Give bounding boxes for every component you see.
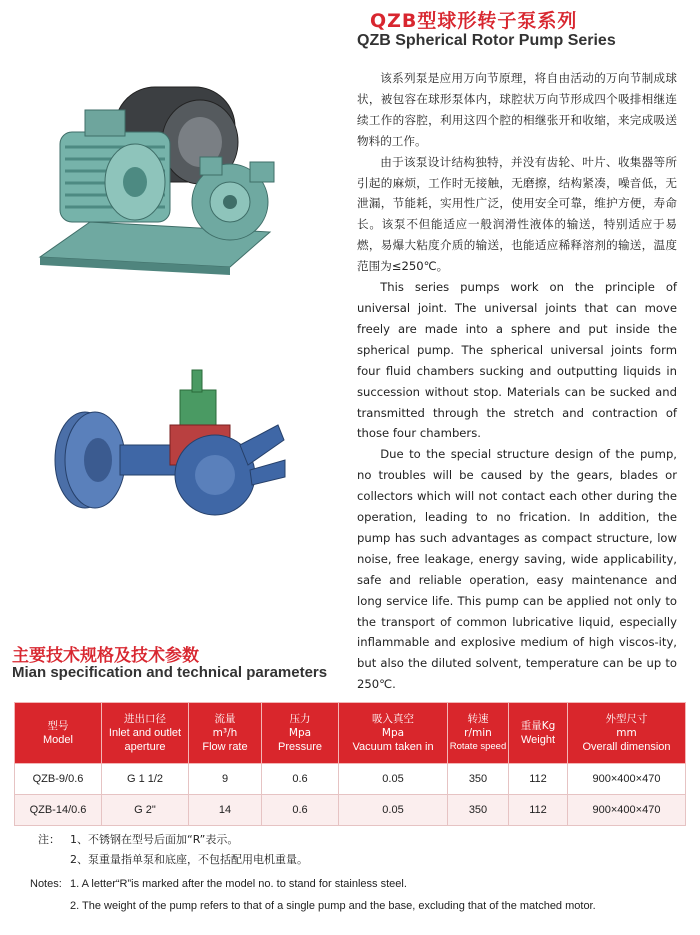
header-model: 型号 Model: [15, 703, 102, 764]
header-rotate-speed: 转速 r/min Rotate speed: [448, 703, 509, 764]
page-title-en: QZB Spherical Rotor Pump Series: [357, 32, 616, 49]
cell-overall-dimension: 900×400×470: [568, 795, 686, 826]
header-flow-rate: 流量 m³/h Flow rate: [189, 703, 262, 764]
description-cn-paragraph-1: 该系列泵是应用万向节原理，将自由活动的万向节制成球状，被包容在球形泵体内，球腔状万向节形成四个吸排相继连续工作的容腔，利用这四个腔的相继张开和收缩，来完成吸送物料的工作。: [357, 71, 677, 148]
spec-table: [14, 702, 686, 826]
description-cn-paragraph-2: 由于该泵设计结构独特，并没有齿轮、叶片、收集器等所引起的麻烦，工作时无接触，无磨擦，结构紧凑，噪音低，无泄漏，节能耗，实用性广泛，使用安全可靠，维护方便，寿命长。该泵不但能适应一般润滑性液体的输送，特别适应于易燃，易爆大粘度介质的输送，也能适应稀释溶剂的输送，温度范围为≤250℃。: [357, 154, 677, 274]
notes-en-label: Notes:: [30, 878, 62, 890]
section-title-cn: 主要技术规格及技术参数: [12, 646, 199, 666]
cell-flow-rate: 9: [189, 764, 262, 795]
cell-vacuum: 0.05: [339, 795, 448, 826]
header-weight: 重量Kg Weight: [509, 703, 568, 764]
cell-aperture: G 2": [102, 795, 189, 826]
notes-cn-label: 注：: [38, 833, 60, 846]
page-title-cn: QZB型球形转子泵系列: [370, 10, 578, 32]
pump-with-motor-image: [20, 62, 285, 277]
notes-en-2: 2. The weight of the pump refers to that of a single pump and the base, excluding that of the matched motor.: [70, 900, 596, 912]
section-title-en: Mian specification and technical parameters: [12, 664, 328, 681]
cell-vacuum: 0.05: [339, 764, 448, 795]
notes-cn-1: 1、不锈钢在型号后面加“R”表示。: [70, 833, 239, 846]
table-row: [15, 795, 686, 826]
header-vacuum: 吸入真空 Mpa Vacuum taken in: [339, 703, 448, 764]
description-text: [357, 68, 677, 695]
cell-model: QZB-9/0.6: [15, 764, 102, 795]
cell-weight: 112: [509, 795, 568, 826]
table-row: [15, 764, 686, 795]
header-overall-dimension: 外型尺寸 mm Overall dimension: [568, 703, 686, 764]
header-aperture: 进出口径 Inlet and outlet aperture: [102, 703, 189, 764]
cell-model: QZB-14/0.6: [15, 795, 102, 826]
notes-cn-2: 2、泵重量指单泵和底座，不包括配用电机重量。: [70, 853, 308, 866]
cell-flow-rate: 14: [189, 795, 262, 826]
spec-table-header-row: [15, 703, 686, 764]
cell-rotate-speed: 350: [448, 764, 509, 795]
cell-rotate-speed: 350: [448, 795, 509, 826]
cell-aperture: G 1 1/2: [102, 764, 189, 795]
cell-weight: 112: [509, 764, 568, 795]
header-pressure: 压力 Mpa Pressure: [262, 703, 339, 764]
cell-pressure: 0.6: [262, 764, 339, 795]
cell-pressure: 0.6: [262, 795, 339, 826]
notes-en-1: 1. A letter“R”is marked after the model no. to stand for stainless steel.: [70, 878, 407, 890]
description-en-paragraph-1: This series pumps work on the principle of universal joint. The universal joints that can move freely are made into a sphere and put inside the spherical pump. The spherical universal joints form four fluid chambers sucking and outputting liquids in succession without stop. Materials can be sucked and transmitted through the stretch and contraction of those four chambers.: [357, 280, 677, 441]
cell-overall-dimension: 900×400×470: [568, 764, 686, 795]
description-en-paragraph-2: Due to the special structure design of the pump, no troubles will be caused by the gears, blades or collectors which will not contact each other during the operation, leading to no frication. In addition, the pump has such advantages as compact structure, low noise, free leakage, energy saving, wide applicability, safe and reliable operation, easy maintenance and long service life. This pump can be applied not only to the transport of common lubricative liquid, especially inflammable and explosive medium of high viscos-ity, but also the diluted solvent, temperature can be up to 250℃.: [357, 447, 677, 692]
bare-pump-image: [40, 365, 290, 525]
